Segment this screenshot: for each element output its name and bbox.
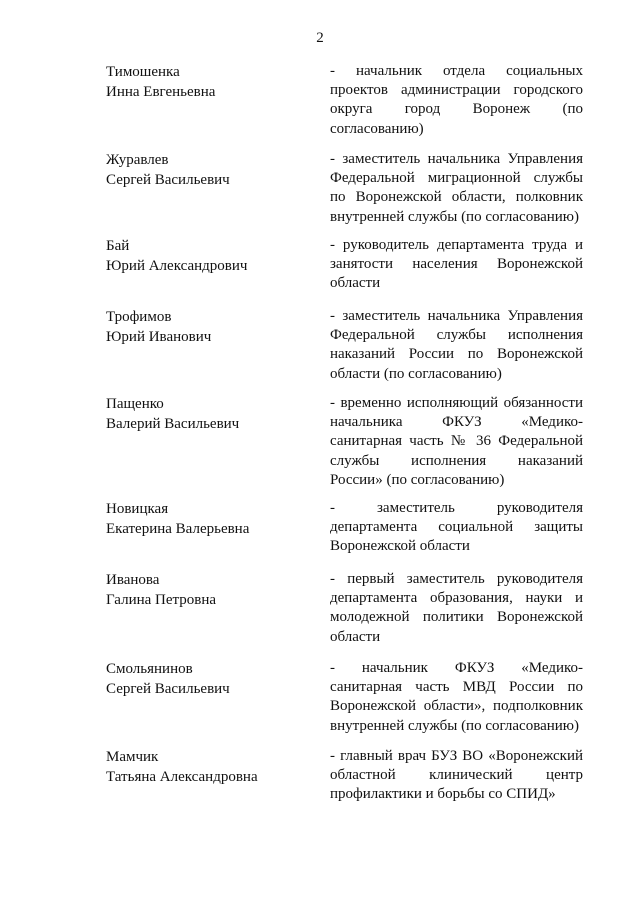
member-name — [106, 150, 296, 190]
member-surname: Смольянинов — [106, 661, 193, 677]
member-given-names: Юрий Иванович — [106, 329, 212, 345]
member-position: - заместитель начальника Управления Федеральной службы исполнения наказаний России по Воронежской области (по согласованию) — [330, 308, 583, 382]
member-given-names: Валерий Васильевич — [106, 416, 240, 432]
member-surname: Новицкая — [106, 501, 169, 517]
page-number: 2 — [316, 30, 324, 46]
member-name — [106, 236, 296, 276]
member-given-names: Екатерина Валерьевна — [106, 521, 250, 537]
member-given-names: Сергей Васильевич — [106, 172, 230, 188]
member-surname: Пащенко — [106, 396, 164, 412]
member-position: - первый заместитель руководителя департамента образования, науки и молодежной политики Воронежской области — [330, 571, 583, 645]
member-name — [106, 394, 296, 434]
member-surname: Иванова — [106, 572, 160, 588]
member-position: - временно исполняющий обязанности начальника ФКУЗ «Медико-санитарная часть № 36 Федеральной службы исполнения наказаний России» (по согласованию) — [330, 395, 583, 488]
member-name — [106, 307, 296, 347]
member-surname: Трофимов — [106, 309, 172, 325]
member-name — [106, 62, 296, 102]
member-surname: Тимошенка — [106, 64, 180, 80]
member-given-names: Сергей Васильевич — [106, 681, 230, 697]
member-name — [106, 499, 296, 539]
member-surname: Мамчик — [106, 749, 159, 765]
member-position: - начальник ФКУЗ «Медико-санитарная часть МВД России по Воронежской области», подполковник внутренней службы (по согласованию) — [330, 660, 583, 734]
member-name — [106, 659, 296, 699]
member-surname: Журавлев — [106, 152, 169, 168]
member-position: - заместитель начальника Управления Федеральной миграционной службы по Воронежской области, полковник внутренней службы (по согласованию) — [330, 151, 583, 225]
member-given-names: Татьяна Александровна — [106, 769, 258, 785]
member-position: - руководитель департамента труда и занятости населения Воронежской области — [330, 237, 583, 292]
member-position: - начальник отдела социальных проектов администрации городского округа город Воронеж (по согласованию) — [330, 63, 583, 137]
member-name — [106, 747, 296, 787]
member-position: - главный врач БУЗ ВО «Воронежский областной клинический центр профилактики и борьбы со СПИД» — [330, 748, 583, 803]
member-given-names: Инна Евгеньевна — [106, 84, 216, 100]
member-given-names: Юрий Александрович — [106, 258, 248, 274]
member-name — [106, 570, 296, 610]
member-position: - заместитель руководителя департамента социальной защиты Воронежской области — [330, 500, 583, 555]
member-given-names: Галина Петровна — [106, 592, 217, 608]
member-surname: Бай — [106, 238, 130, 254]
